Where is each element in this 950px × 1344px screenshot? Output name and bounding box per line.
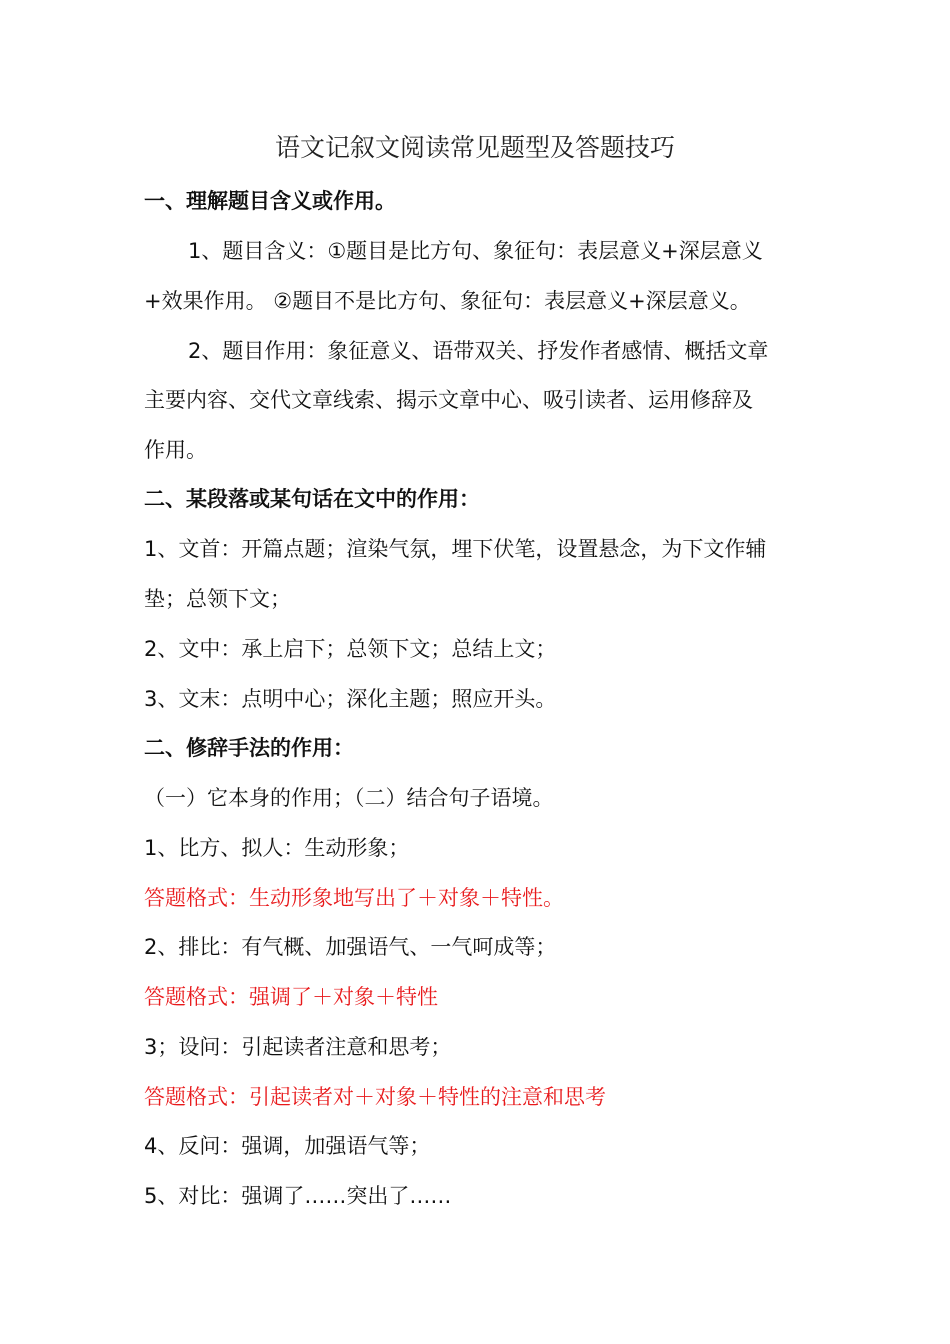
section1-item2-line3: 作用。 bbox=[144, 438, 207, 462]
section2-item2: 2、文中：承上启下；总领下文；总结上文； bbox=[144, 637, 557, 661]
section1-item2-line1: 2、题目作用：象征意义、语带双关、抒发作者感情、概括文章 bbox=[188, 339, 769, 363]
section3-heading: 二、修辞手法的作用： bbox=[144, 736, 354, 760]
section3-answer3: 答题格式：引起读者对＋对象＋特性的注意和思考 bbox=[144, 1085, 606, 1109]
section2-heading: 二、某段落或某句话在文中的作用： bbox=[144, 487, 480, 511]
section1-item2-line2: 主要内容、交代文章线索、揭示文章中心、吸引读者、运用修辞及 bbox=[144, 388, 753, 412]
section3-intro: （一）它本身的作用；（二）结合句子语境。 bbox=[144, 786, 554, 810]
section3-item2: 2、排比：有气概、加强语气、一气呵成等； bbox=[144, 935, 557, 959]
document-title: 语文记叙文阅读常见题型及答题技巧 bbox=[274, 133, 675, 162]
section2-item1-line2: 垫；总领下文； bbox=[144, 587, 291, 611]
section3-item5: 5、对比：强调了……突出了…… bbox=[144, 1184, 452, 1208]
section3-answer2: 答题格式：强调了＋对象＋特性 bbox=[144, 985, 438, 1009]
section1-item1-line2: +效果作用。 ②题目不是比方句、象征句：表层意义+深层意义。 bbox=[144, 289, 751, 313]
section2-item1-line1: 1、文首：开篇点题；渲染气氛，埋下伏笔，设置悬念，为下文作辅 bbox=[144, 537, 767, 561]
section3-item3: 3；设问：引起读者注意和思考； bbox=[144, 1035, 452, 1059]
section3-answer1: 答题格式：生动形象地写出了＋对象＋特性。 bbox=[144, 886, 564, 910]
section3-item1: 1、比方、拟人：生动形象； bbox=[144, 836, 410, 860]
section3-item4: 4、反问：强调，加强语气等； bbox=[144, 1134, 431, 1158]
section1-item1-line1: 1、题目含义：①题目是比方句、象征句：表层意义+深层意义 bbox=[188, 239, 763, 263]
section1-heading: 一、理解题目含义或作用。 bbox=[144, 189, 396, 213]
section2-item3: 3、文末：点明中心；深化主题；照应开头。 bbox=[144, 687, 557, 711]
